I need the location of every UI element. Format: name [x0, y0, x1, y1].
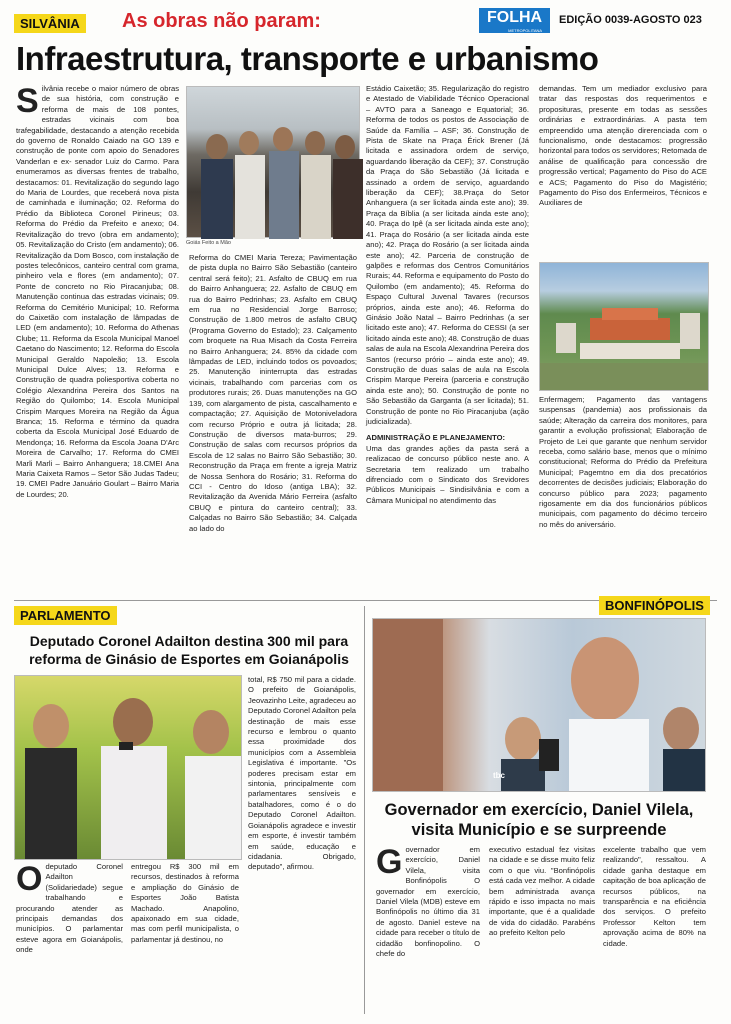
event-photo [186, 86, 360, 238]
governor-interview-figures [373, 619, 705, 791]
article-text: total, R$ 750 mil para a cidade. O prefeito de Goianápolis, Jeovazinho Leite, agradeceu ao Deputado Coronel Adailton pela destinação de mais esse recurso e lembrou o quanto essa proximidade dos municípios com a Assembleia Legislativa é importante. "Os poderes precisam estar em sintonia, principalmente com parlamentares sensíveis e batalhadores, como é o do Deputado Coronel Adailton. Goianápolis agradece e investir em esporte, é investir também em saúde, educação e cidadania. Obrigado, deputado", afirmou. [248, 675, 356, 872]
article-text: entregou R$ 300 mil em recursos, destinados à reforma e ampliação do Ginásio de Esportes João Batista Machado. Anapolino, apaixonado em sua cidade, mas com perfil municipalista, o parlamentar já destinou, no [131, 862, 239, 944]
bonfinopolis-title: Governador em exercício, Daniel Vilela, visita Município e se surpreende [384, 801, 694, 839]
article-text: overnador em exercício, Daniel Vilela, visita Bonfinópolis O governador em exercício, Daniel Vilela (MDB) esteve em Bonfinópolis no último dia 31 de agosto. Daniel esteve na cidade para receber o título de cidadão bonfinopolino. O chefe do [376, 845, 480, 959]
bonfinopolis-column-1 [376, 845, 480, 1013]
bonfinopolis-column-3 [603, 845, 706, 1013]
section-subhead: ADMINISTRAÇÃO E PLANEJAMENTO: [366, 433, 506, 443]
people-silhouettes [187, 87, 359, 237]
article-text: ilvânia recebe o maior número de obras de sua história, com construção e reforma de mais de 108 pontes, estradas vicinais com boa trafegabilidade, destacando a atenção recebida do governo de Ronaldo Caiado na GO 139 e construção de ponte com apoio do Senadores Vanderlan e ex- senador Luiz do Carmo. Para enumeramos as diversas frentes de trabalho, destacamos: 01. Revitalização do segundo lago do Maria de Lourdes, que receberá nova pista de caminhada e iluminação; 02. Reforma do Prédio da Biblioteca Coronel Pirineus; 03. Reforma do Prédio da Prefeito e anexo; 04. Revitalização do trevo (obra em andamento); 05. Revitalização do Cristo (em andamento); 06. Revitalização da Dom Bosco, com instalação de postes telecônicos, canteiro central com grama, pinheiro vela e flores (em andamento); 07. Ponte de concreto no Rio Piracanjuba; 08. Manutenção continua das estradas vicinais; 09. Reforma do Cemitério Municipal; 10. Reforma do Caixetão com instalação de lâmpadas de LED (em andamento); 10. Reforma do Athenas Clube; 11. Reforma da Escola Municipal Manoel Caetano do Nascimento; 12. Reforma do Escola Municipal Geraldo Napoleão; 13. Escola Municipal Dulce Alves; 13. Reforma e Construção de quadra poliesportiva coberta no Colégio Alexandrina Pereira dos Santos na Região do Quilombo; 14. Escola Municipal Crispim Marques Moreira na Região da Água Branca; 15. Reforma e término da quadra coberta da Escola Municipal José Eduardo de Mendonça; 16. Reforma da Escola Joana D'Arc Moreira de Carvalho; 17. Reforma do CMEI Marli Marli – Bairro Anhanguera; 18.CMEI Ana Maria Caixeta Ramos – Setor São Judas Tadeu; 19. CMEI Padre Januário Goulart – Bairro Maria de Lourdes; 20. [16, 84, 179, 499]
section-tag-parlamento: PARLAMENTO [14, 606, 117, 625]
main-article-column-2 [189, 253, 357, 600]
parlamento-column-2 [131, 862, 239, 1012]
article-text: Enfermagem; Pagamento das vantagens suspensas (pandemia) aos profissionais da saúde; Alteração da carreira dos monitores, para garantir a evolução profissional; Elaboração de Projeto de Lei que garante que nenhum servidor receba, como salário base, menos que o mínimo constitucional; Reforma do Prédio da Prefeitura Municipal; Pagemtno em dia dos precatórios decorrentes de decisões judiciais; Elaboração do concurso público para 2023; pagamento rigosamente em dia dos funcionários públicos municipais, com pagamento do décimo terceiro no mês do aniversário. [539, 395, 707, 529]
aerial-school-photo [539, 262, 709, 391]
page-headline: Infraestrutura, transporte e urbanismo [16, 40, 599, 77]
bonfinopolis-column-2 [489, 845, 595, 1013]
article-text: Uma das grandes ações da pasta será a realizacao de concurso público neste ano. A Secretaria tem realizado um trabalho difrenciado com o Sindicato dos Srevidores Públicos Municipais – Sindisilvânia e com a Câmara Municipal no atendimento das [366, 443, 529, 505]
article-text: excelente trabalho que vem realizando", ressaltou. A cidade ganha destaque em capitação de boa aplicação de recursos públicos, na transparência e na eficiência dos serviços. O prefeito Professor Kelton tem aprovação acima de 80% na cidade. [603, 845, 706, 948]
school-buildings [540, 263, 708, 390]
dropcap: G [376, 843, 403, 881]
main-article-column-1 [16, 84, 179, 600]
governor-photo [372, 618, 706, 792]
main-article-column-4-top [539, 84, 707, 256]
masthead-subtitle: METROPOLITANA [508, 28, 543, 33]
column-divider [364, 606, 365, 1014]
section-tag-silvania: SILVÂNIA [14, 14, 86, 33]
parlamento-title: Deputado Coronel Adailton destina 300 mil para reforma de Ginásio de Esportes em Goianápolis [29, 633, 349, 667]
kicker: As obras não param: [122, 10, 321, 32]
masthead-title: FOLHA [487, 9, 543, 26]
edition-label: EDIÇÃO 0039-AGOSTO 023 [559, 14, 702, 26]
microphone-logo: tbc [493, 771, 505, 780]
article-text: demandas. Tem um mediador exclusivo para tratar das respostas dos requerimentos e proposituras, presente em todas as sessões ordinárias e extraordinárias. A pasta tem empreendido uma atenção direrenciada com o funcionalismo, onde destacamos: progressão horizontal para todos os servidores; Retomada de análise de qualificação para concessão dre progressão vertical; Pagamento do Piso do ACE e ACS; Pagamento do Piso do Magistério; Pagamento do Piso dos Enfermeiros, Técnicos e Auxiliares de [539, 84, 708, 208]
dropcap: O [16, 860, 43, 898]
parlamento-column-1 [16, 862, 123, 1012]
article-text: Reforma do CMEI Maria Tereza; Pavimentação de pista dupla no Bairro São Sebastião (canteiro central será feito); 21. Asfalto de CBUQ em rua do Bairro Anhanguera; 22. Asfalto de CBUQ em rua do Bairro Pedrinhas; 23. Asfalto em CBUQ em rua no Residencial Jorge Barroso; Construção de 1.800 metros de asfalto CBUQ (Programa Governo do Estado); 23. Calçamento com broquete na Rua Misach da Costa Ferreira no Bairro Anhanguera; 24. 85% da cidade com lâmpadas de LED, incluindo todos os povoados; 25. Manutenção ininterrupta das estradas vicinais, trabalhando com parcerias com os produtores rurais; 26. Duas manutenções na GO 139, com alargamento de pista, cascalhamento e compactação; 27. Aquisição de Motoniveladora com recurso Próprio e outra já licitada; 28. Construção de diversos mata-burros; 29. Construção de salas com recursos próprios da Escola de 12 salas no Bairro São Sebastião; 30. Reconstrução da Praça em frente a igreja Matriz de Nossa Senhora do Rosário; 31. Reforma do CCI - Centro do Idoso (antiga LBA); 32. Revitalização da Avenida Mário Ferreira (asfalto CBUQ e pintura do canteiro central); 33. Calçadas no Bairro São Sebastião; 34. Calçada ao lado do [189, 253, 357, 533]
article-text: Estádio Caixetão; 35. Regularização do registro e Atestado de Viabilidade Técnico Operacional – AVTO para a Saneago e Equatorial; 36. Reforma de todos os postos de Associação de Saúde da Família – ASF; 36. Construção de Pista de Skate na Praça Érick Brener (Já licitada e assinadora ordem de serviço, aguardando liberação da CEF); 37. Construção da Praça do São Sebastião (Já licitada e assinado a ordem de serviço, aguardando liberação da CEF); 38.Praça do Setor Anhanguera (a ser licitada ainda este ano); 39. Praça da Bíblia (a ser licitada ainda este ano); 40. Praça do Ipê (a ser licitada ainda este ano); 41. Praça do Rosário (a ser licitada ainda este ano); 42. Praça do Rosário (a ser licitada ainda este ano); 42. Parceria de construção de galpões e reformas dos Centros Comunitários Rurais; 44. Reforma e equipamento do Posto do Quilombo (em andamento); 45. Reforma do Espaço Cultural Juvenal Tavares (recursos próprios, ainda este ano); 46. Reforma do Ginásio João Natal – Bairro Pedrinhas (a ser licitado este ano); 47. Reforma do CESSI (a ser licitado ainda este ano); 48. Construção de duas salas de aula na Escola Alexandrina Pereira dos Santos (recurso prório – ainda este ano); 49. Construção de duas salas de aula na Escola Crispim Marque Pereira (parceria e construção ainda este ano); 50. Construção de ponte no São Sebastião da Garganta (a ser licitada); 51. Construção de ponte no Rio Piracanjuba (ação judicializada). [366, 84, 529, 426]
main-article-column-4-bottom [539, 395, 707, 600]
photo-caption: Goiás Feito a Mão [186, 240, 231, 246]
section-tag-bonfinopolis: BONFINÓPOLIS [599, 596, 710, 615]
dropcap: S [16, 82, 39, 120]
people-figures [15, 676, 241, 859]
masthead-logo [479, 8, 550, 33]
main-article-column-3 [366, 84, 529, 600]
parlamento-side-column [248, 675, 356, 872]
article-text: executivo estadual fez visitas na cidade e se disse muito feliz com o que viu. "Bonfinópolis está cada vez melhor. A cidade bem administrada avança rápido e isso impacta no mais importante, que é a qualidade de vida do cidadão. Parabéns ao prefeito Kelton pelo [489, 845, 595, 938]
deputy-photo [14, 675, 242, 860]
article-text: deputado Coronel Adailton (Solidariedade) segue trabalhando e procurando atender as principais demandas dos municípios. O parlamentar esteve agora em Goianápolis, onde [16, 862, 123, 955]
